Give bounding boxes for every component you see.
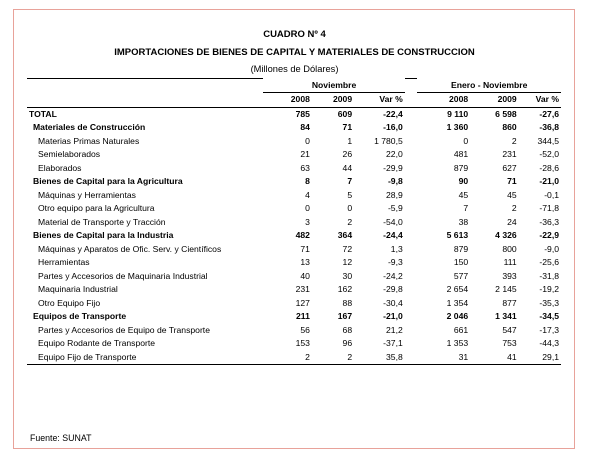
cell-value: -24,4 <box>383 230 403 240</box>
cell-value: 393 <box>502 270 517 281</box>
table-row <box>27 229 561 243</box>
cell-value: 2 <box>347 216 353 227</box>
cell-value: -5,9 <box>387 203 403 213</box>
row-label: Máquinas y Aparatos de Ofic. Serv. y Científicos <box>38 243 222 254</box>
cell-value: 5 <box>347 189 353 200</box>
cell-value: 96 <box>342 338 353 348</box>
cell-value: 167 <box>337 311 353 321</box>
table-row <box>27 148 561 162</box>
cell-value: -30,4 <box>383 297 403 308</box>
cell-value: 577 <box>453 270 469 281</box>
cell-value: 2 <box>312 351 354 365</box>
cell-value: 1 353 <box>446 338 469 348</box>
cell-value: 2 046 <box>446 311 469 321</box>
cell-value: 71 <box>342 122 353 132</box>
cell-value: 12 <box>342 257 353 267</box>
cell-value: -28,6 <box>539 162 559 173</box>
row-label: Equipo Fijo de Transporte <box>27 351 263 365</box>
cell-value: -25,6 <box>539 257 559 267</box>
table-row <box>27 189 561 203</box>
table-row <box>27 256 561 270</box>
cell-value: 127 <box>295 297 310 308</box>
table-row <box>27 162 561 176</box>
source-note: Fuente: SUNAT <box>30 433 92 443</box>
cell-value: 0 <box>463 135 469 146</box>
table-row <box>27 107 561 121</box>
cell-value: 0 <box>347 203 353 213</box>
row-label: TOTAL <box>29 108 57 119</box>
cell-value: 800 <box>502 243 517 254</box>
cell-value: 31 <box>417 351 470 365</box>
cell-value: 88 <box>342 297 353 308</box>
row-label: Maquinaria Industrial <box>38 284 118 294</box>
cell-value: 28,9 <box>386 189 403 200</box>
cell-value: 38 <box>458 216 469 227</box>
cell-value: 1 360 <box>446 122 469 132</box>
cell-value: 30 <box>342 270 353 281</box>
cell-value: 879 <box>453 243 469 254</box>
cell-value: -21,0 <box>383 311 403 321</box>
table-row <box>27 310 561 324</box>
group-header-enero-noviembre: Enero - Noviembre <box>417 79 561 93</box>
cell-value: 7 <box>347 176 353 186</box>
row-label: Partes y Accesorios de Maquinaria Industrial <box>38 270 208 281</box>
cell-value: -19,2 <box>539 284 559 294</box>
row-label: Máquinas y Herramientas <box>38 189 136 200</box>
cell-value: -22,4 <box>383 108 403 119</box>
cell-value: -54,0 <box>383 216 403 227</box>
cell-value: -17,3 <box>539 324 559 335</box>
cell-value: 8 <box>305 176 310 186</box>
table-row <box>27 202 561 216</box>
cell-value: 231 <box>502 149 517 159</box>
cell-value: -24,2 <box>383 270 403 281</box>
row-label: Material de Transporte y Tracción <box>38 216 166 227</box>
row-label: Semielaborados <box>38 149 101 159</box>
row-label: Equipo Rodante de Transporte <box>38 338 156 348</box>
cell-value: 4 326 <box>495 230 517 240</box>
cell-value: 7 <box>463 203 469 213</box>
row-label: Materiales de Construcción <box>33 122 146 132</box>
cell-value: -34,5 <box>539 311 559 321</box>
row-label: Otro Equipo Fijo <box>38 297 101 308</box>
cell-value: 627 <box>502 162 517 173</box>
cell-value: -0,1 <box>544 189 559 200</box>
cell-value: -52,0 <box>539 149 559 159</box>
cell-value: -37,1 <box>383 338 403 348</box>
cell-value: -71,8 <box>539 203 559 213</box>
row-label: Materias Primas Naturales <box>38 135 140 146</box>
cell-value: 9 110 <box>447 108 469 119</box>
cell-value: 56 <box>300 324 310 335</box>
cell-value: 547 <box>502 324 517 335</box>
cell-value: -31,8 <box>539 270 559 281</box>
cell-value: 482 <box>295 230 310 240</box>
group-header-row <box>27 79 561 93</box>
cell-value: 344,5 <box>537 135 559 146</box>
cell-value: 71 <box>507 176 517 186</box>
cell-value: 661 <box>453 324 469 335</box>
row-label: Bienes de Capital para la Agricultura <box>33 176 183 186</box>
table-units: (Millones de Dólares) <box>250 64 339 74</box>
table-row <box>27 216 561 230</box>
table-row <box>27 351 561 365</box>
cell-value: 44 <box>342 162 353 173</box>
cell-value: -29,9 <box>383 162 403 173</box>
cell-value: 0 <box>305 203 310 213</box>
cell-value: 2 <box>511 203 517 213</box>
cell-value: 63 <box>300 162 310 173</box>
cell-value: 24 <box>507 216 517 227</box>
cell-value: 68 <box>342 324 353 335</box>
cell-value: -9,3 <box>387 257 403 267</box>
cell-value: 150 <box>453 257 469 267</box>
cell-value: 4 <box>305 189 310 200</box>
cell-value: 41 <box>470 351 519 365</box>
cell-value: -22,9 <box>539 230 559 240</box>
cell-value: 71 <box>300 243 310 254</box>
cell-value: 877 <box>502 297 517 308</box>
column-header: 2008 <box>417 93 470 108</box>
cell-value: -35,3 <box>539 297 559 308</box>
row-label: Elaborados <box>38 162 82 173</box>
cell-value: 111 <box>503 257 517 267</box>
cell-value: 2 654 <box>446 284 469 294</box>
column-header: Var % <box>354 93 405 108</box>
cell-value: -36,3 <box>539 216 559 227</box>
cell-value: 153 <box>295 338 310 348</box>
cell-value: 609 <box>337 108 353 119</box>
table-row <box>27 135 561 149</box>
cell-value: 35,8 <box>354 351 405 365</box>
table-body <box>27 107 561 365</box>
column-header: 2008 <box>263 93 312 108</box>
table-row <box>27 243 561 257</box>
cell-value: 1 780,5 <box>374 135 403 146</box>
cell-value: 753 <box>502 338 517 348</box>
cell-value: 84 <box>300 122 310 132</box>
column-header-row <box>27 93 561 108</box>
table-row <box>27 283 561 297</box>
table-row <box>27 121 561 135</box>
cell-value: -29,8 <box>383 284 403 294</box>
cell-value: -44,3 <box>539 338 559 348</box>
row-label: Partes y Accesorios de Equipo de Transporte <box>38 324 210 335</box>
column-header: Var % <box>519 93 561 108</box>
cell-value: -36,8 <box>539 122 559 132</box>
cell-value: -9,8 <box>387 176 403 186</box>
column-header: 2009 <box>312 93 354 108</box>
cell-value: 45 <box>458 189 469 200</box>
cell-value: 860 <box>502 122 517 132</box>
cell-value: 2 <box>511 135 517 146</box>
cell-value: 0 <box>305 135 310 146</box>
cell-value: -21,0 <box>539 176 559 186</box>
cell-value: -16,0 <box>383 122 403 132</box>
cell-value: 29,1 <box>519 351 561 365</box>
group-header-noviembre: Noviembre <box>263 79 404 93</box>
cell-value: 1 341 <box>495 311 517 321</box>
cell-value: 26 <box>342 149 353 159</box>
cell-value: 481 <box>453 149 469 159</box>
cell-value: 72 <box>342 243 353 254</box>
row-label: Herramientas <box>38 257 90 267</box>
cell-value: 21,2 <box>386 324 403 335</box>
cell-value: 231 <box>295 284 310 294</box>
table-row <box>27 175 561 189</box>
cell-value: 879 <box>453 162 469 173</box>
cell-value: -9,0 <box>544 243 559 254</box>
row-label: Otro equipo para la Agricultura <box>38 203 155 213</box>
row-label: Bienes de Capital para la Industria <box>33 230 174 240</box>
cell-value: 785 <box>295 108 310 119</box>
cell-value: 3 <box>305 216 310 227</box>
cell-value: 211 <box>296 311 310 321</box>
table-row <box>27 297 561 311</box>
cell-value: -27,6 <box>539 108 559 119</box>
cell-value: 22,0 <box>386 149 403 159</box>
table-row <box>27 337 561 351</box>
cell-value: 40 <box>300 270 310 281</box>
table-row <box>27 270 561 284</box>
imports-table <box>27 78 561 365</box>
table-row <box>27 324 561 338</box>
table-subtitle: IMPORTACIONES DE BIENES DE CAPITAL Y MATERIALES DE CONSTRUCCION <box>114 47 475 58</box>
cell-value: 162 <box>337 284 353 294</box>
row-label: Equipos de Transporte <box>33 311 127 321</box>
cell-value: 90 <box>458 176 469 186</box>
table-title: CUADRO Nº 4 <box>263 29 326 40</box>
cell-value: 5 613 <box>446 230 469 240</box>
cell-value: 2 145 <box>495 284 517 294</box>
column-header: 2009 <box>470 93 519 108</box>
cell-value: 6 598 <box>495 108 517 119</box>
cell-value: 2 <box>263 351 312 365</box>
cell-value: 45 <box>507 189 517 200</box>
cell-value: 1 <box>347 135 353 146</box>
cell-value: 1 354 <box>446 297 469 308</box>
cell-value: 1,3 <box>390 243 403 254</box>
cell-value: 21 <box>300 149 310 159</box>
cell-value: 13 <box>300 257 310 267</box>
cell-value: 364 <box>337 230 353 240</box>
